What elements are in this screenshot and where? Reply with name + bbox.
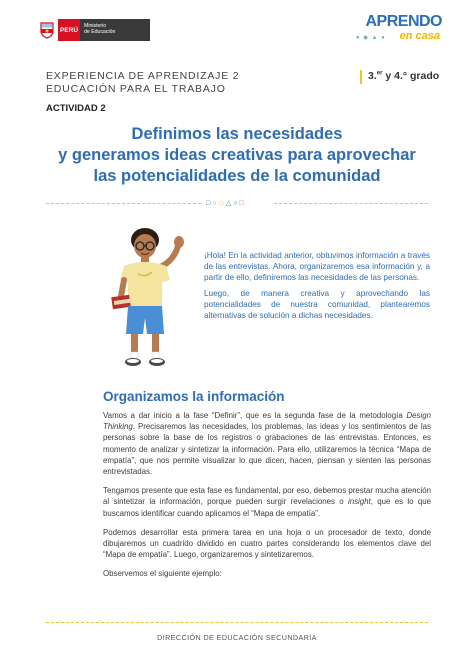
p2-text-b: , que es lo que buscamos identificar cuando aplicamos el “Mapa de empatía”. [103, 497, 431, 518]
brand-decor-icon: ● ◆ ▲ ● [356, 35, 386, 41]
grade-label [368, 70, 439, 82]
intro-paragraph-2: Luego, de manera creativa y aprovechando las potencialidades de nuestra comunidad, plantearemos alternativas de solución a dichas necesidades. [204, 289, 430, 320]
body-paragraph-3: Podemos desarrollar esta primera tarea en una hoja o un procesador de texto, donde dibujaremos un cuadrido dividido en cuatro partes considerando los elementos clave del “Mapa de empatía”. Luego, organizaremos y sintetizaremos. [103, 527, 431, 560]
divider-icons: □○◇△○□ [206, 200, 246, 207]
title-line3: las potencialidades de la comunidad [93, 167, 381, 185]
intro-text [204, 250, 430, 326]
student-illustration [100, 222, 200, 377]
ministry-line1: Ministerio [84, 23, 107, 29]
grade-suffix: y 4.° grado [382, 70, 440, 82]
ministry-line2: de Educación [84, 29, 116, 35]
section-heading: Organizamos la información [103, 389, 285, 404]
title-divider [46, 200, 428, 208]
p2-text-a: Tengamos presente que esta fase es fundamental, por eso, debemos prestar mucha atención al sintetizar la información, porque pueden surgir revelaciones o [103, 486, 431, 507]
p1-text-b: . Precisaremos las necesidades, los problemas, las ideas y los sentimientos de las personas sobre la base de los registros o grabaciones de las entrevistas. Entonces, es momento de analizar y sintetizar la información. Para ello, utilizaremos la técnica “Mapa de empatía”, que nos permite visualizar lo que dicen, hacen, piensan y sienten las personas entrevistadas. [103, 422, 431, 477]
grade-prefix: 3. [368, 70, 377, 82]
page-title [40, 124, 434, 187]
grade-divider [360, 70, 362, 84]
coat-of-arms-icon [36, 19, 58, 41]
title-line1: Definimos las necesidades [131, 125, 343, 143]
activity-label: ACTIVIDAD 2 [46, 103, 106, 114]
peru-label: PERÚ [58, 19, 80, 41]
ministry-logo [36, 19, 150, 41]
p1-emphasis: Design Thinking [103, 411, 431, 432]
brand-line2: en casa [399, 30, 440, 42]
p1-text-a: Vamos a dar inicio a la fase “Definir”, que es la segunda fase de la metodología [103, 411, 407, 420]
experience-title: EXPERIENCIA DE APRENDIZAJE 2 [46, 70, 240, 82]
divider-line-right [274, 203, 428, 204]
ministry-name [80, 19, 150, 41]
section-body [103, 410, 431, 588]
subject-title: EDUCACIÓN PARA EL TRABAJO [46, 83, 226, 95]
intro-paragraph-1: ¡Hola! En la actividad anterior, obtuvimos información a través de las entrevistas. Ahora, organizaremos esa información y, a partir de ello, definiremos las necesidades de las personas. [204, 251, 430, 282]
title-line2: y generamos ideas creativas para aprovechar [58, 146, 416, 164]
body-paragraph-4: Observemos el siguiente ejemplo: [103, 569, 222, 579]
footer-divider [46, 622, 428, 623]
brand-line1: APRENDO [365, 13, 442, 30]
footer-text: DIRECCIÓN DE EDUCACIÓN SECUNDARIA [157, 633, 317, 642]
divider-line-left [46, 203, 201, 204]
body-paragraph-2 [103, 485, 431, 519]
grade-sup: er [376, 70, 383, 77]
aprendo-en-casa-logo [350, 14, 442, 50]
p2-emphasis: insight [347, 497, 371, 507]
body-paragraph-1 [103, 410, 431, 477]
